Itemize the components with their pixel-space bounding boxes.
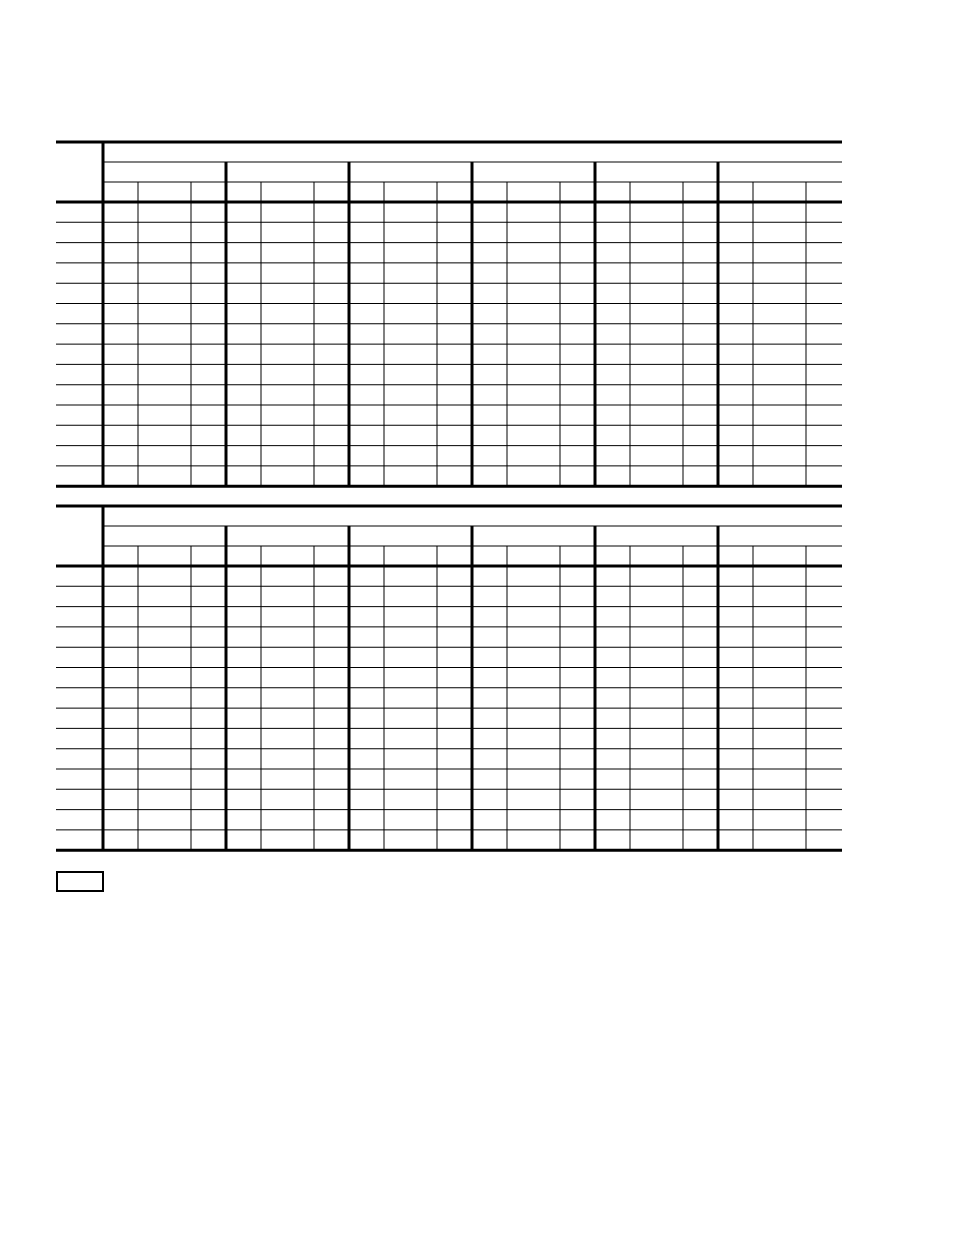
page-marker-box	[56, 871, 104, 892]
